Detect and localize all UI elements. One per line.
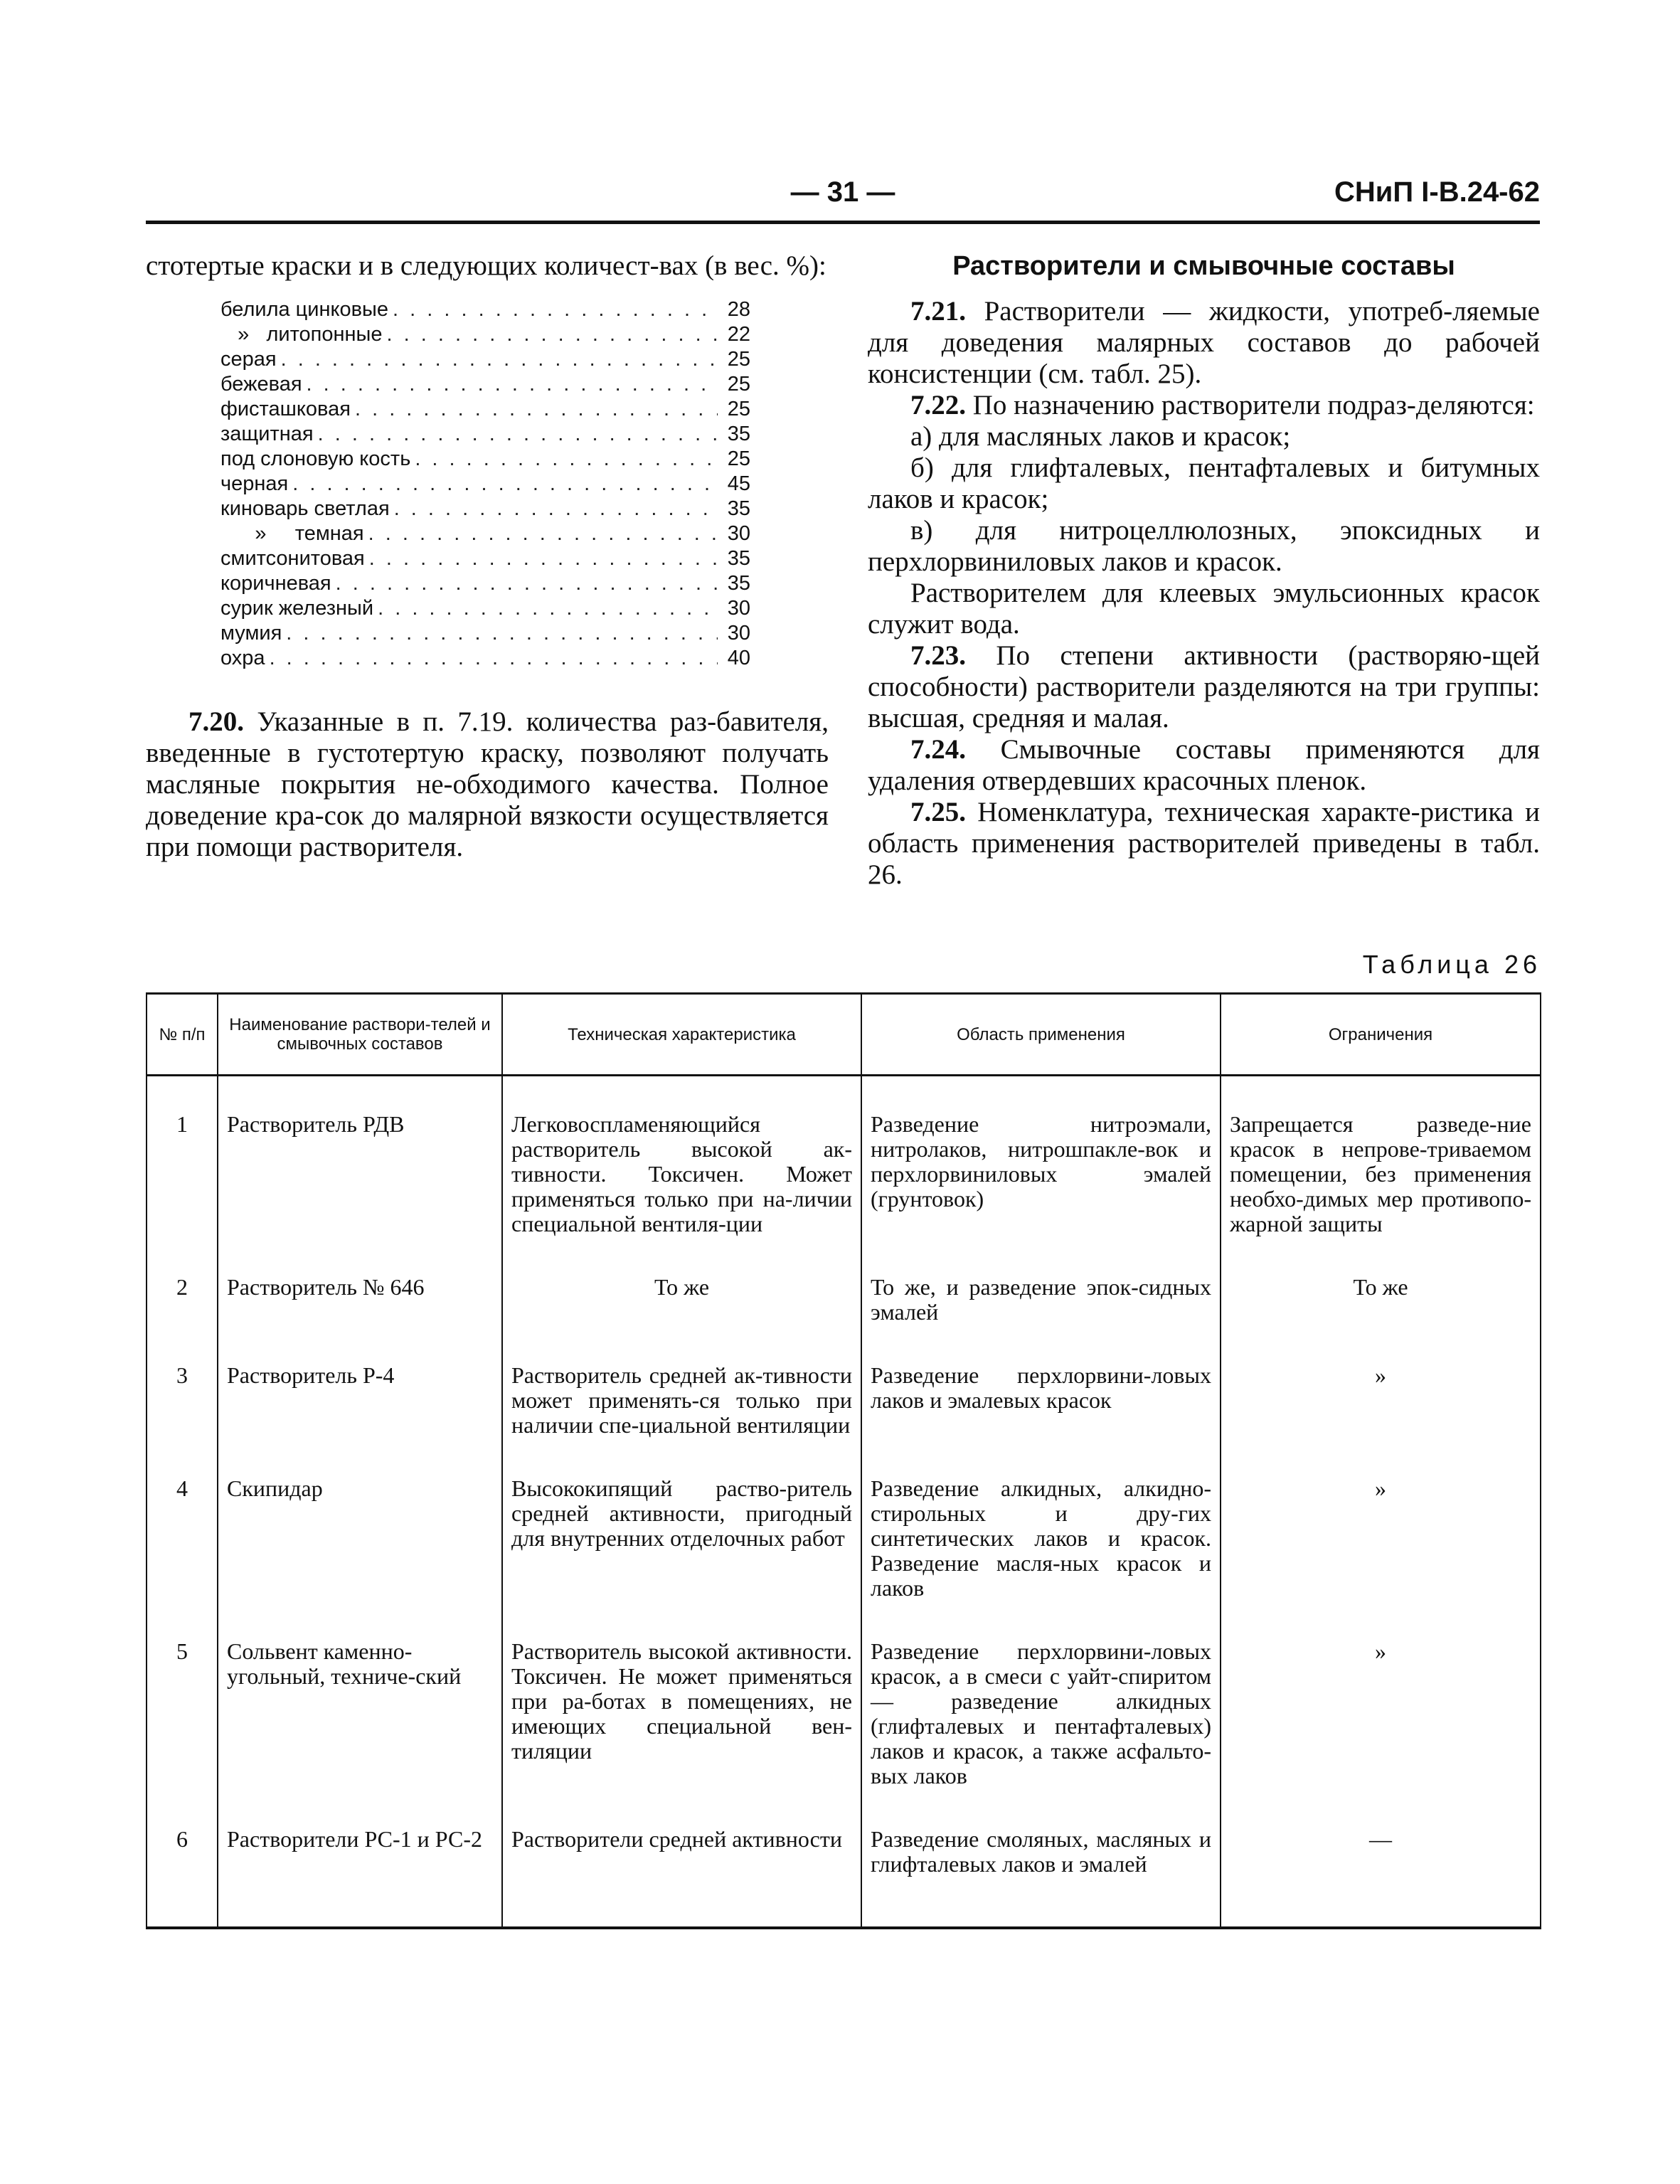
page-number: — 31 —: [790, 176, 895, 208]
header-restrictions: Ограничения: [1221, 994, 1541, 1076]
list-item: смитсонитовая . . . 35: [220, 546, 750, 571]
list-item: фисташковая . . . 25: [220, 397, 750, 422]
paragraph-7-20: 7.20. Указанные в п. 7.19. количества раз-бавителя, введенные в густотертую краску, позволяют получать масляные покрытия не-обходимого качества. Полное доведение кра-сок до малярной вязкости осуществляется при помощи растворителя.: [146, 706, 829, 862]
water-solvent-note: Растворителем для клеевых эмульсионных красок служит вода.: [868, 578, 1540, 640]
right-column: [868, 250, 1540, 891]
list-item: » темная . . . 30: [220, 521, 750, 546]
list-item: защитная . . . 35: [220, 422, 750, 447]
header-rule: [146, 221, 1540, 224]
section-title: Растворители и смывочные составы: [952, 251, 1455, 281]
list-item-a: а) для масляных лаков и красок;: [910, 421, 1291, 452]
table-row: 1 Растворитель РДВ Легковоспламеняющийся растворитель высокой ак-тивности. Токсичен. Может применяться только при на-личии специальной вентиля-ции Разведение нитроэмали, нитролаков, нитрошпакле-вок и перхлорвиниловых эмалей (грунтовок) Запрещается разведе-ние красок в непрове-триваемом помещении, без применения необхо-димых мер противопо-жарной защиты: [147, 1076, 1541, 1261]
list-item: под слоновую кость . . . 25: [220, 447, 750, 472]
left-column: [146, 250, 829, 863]
header-name: Наименование раствори-телей и смывочных составов: [218, 994, 502, 1076]
table-row: 3 Растворитель Р-4 Растворитель средней ак-тивности может применять-ся только при наличии спе-циальной вентиляции Разведение перхлорвини-ловых лаков и эмалевых красок »: [147, 1349, 1541, 1462]
header-number: № п/п: [147, 994, 218, 1076]
intro-text: стотертые краски и в следующих количест-вах (в вес. %):: [146, 250, 826, 281]
color-quantity-list: [220, 297, 750, 671]
list-item: серая . . . 25: [220, 347, 750, 372]
paragraph-7-21: 7.21. Растворители — жидкости, употреб-ляемые для доведения малярных составов до рабочей консистенции (см. табл. 25).: [868, 296, 1540, 389]
list-item: охра . . . 40: [220, 646, 750, 671]
list-item: мумия . . . 30: [220, 621, 750, 646]
paragraph-7-22: 7.22. По назначению растворители подраз-деляются:: [910, 390, 1535, 420]
list-item-c: в) для нитроцеллюлозных, эпоксидных и перхлорвиниловых лаков и красок.: [868, 515, 1540, 577]
paragraph-7-24: 7.24. Смывочные составы применяются для удаления отвердевших красочных пленок.: [868, 734, 1540, 796]
list-item: киноварь светлая . . . 35: [220, 497, 750, 521]
list-item: белила цинковые . . . 28: [220, 297, 750, 322]
list-item: черная . . . 45: [220, 472, 750, 497]
table-header-row: [147, 994, 1541, 1076]
table-row: 6 Растворители РС-1 и РС-2 Растворители средней активности Разведение смоляных, масляных и глифталевых лаков и эмалей —: [147, 1813, 1541, 1928]
table-row: 4 Скипидар Высококипящий раство-ритель средней активности, пригодный для внутренних отделочных работ Разведение алкидных, алкидно-стирольных и дру-гих синтетических лаков и красок. Разведение масля-ных красок и лаков »: [147, 1462, 1541, 1625]
paragraph-7-23: 7.23. По степени активности (растворяю-щей способности) растворители разделяются на три группы: высшая, средняя и малая.: [868, 640, 1541, 733]
list-item: сурик железный . . . 30: [220, 596, 750, 621]
table-row: 2 Растворитель № 646 То же То же, и разведение эпок-сидных эмалей То же: [147, 1261, 1541, 1349]
list-item: » литопонные . . . 22: [220, 322, 750, 347]
header-application: Область применения: [861, 994, 1221, 1076]
table-caption: Таблица 26: [1362, 950, 1541, 979]
list-item: коричневая . . . 35: [220, 571, 750, 596]
paragraph-7-25: 7.25. Номенклатура, техническая характе-ристика и область применения растворителей приведены в табл. 26.: [868, 797, 1540, 890]
page-header: [146, 171, 1540, 221]
list-item-b: б) для глифталевых, пентафталевых и битумных лаков и красок;: [868, 452, 1540, 514]
table-row: 5 Сольвент каменно-угольный, техниче-ский Растворитель высокой активности. Токсичен. Не может применяться при ра-ботах в помещениях, не имеющих специальной вен-тиляции Разведение перхлорвини-ловых красок, а в смеси с уайт-спиритом — разведение алкидных (глифталевых и пентафталевых) лаков и красок, а также асфальто-вых лаков »: [147, 1625, 1541, 1813]
header-characteristics: Техническая характеристика: [502, 994, 861, 1076]
solvents-table: [146, 992, 1541, 1929]
list-item: бежевая . . . 25: [220, 372, 750, 397]
document-code: СНиП I-В.24-62: [1334, 176, 1540, 208]
